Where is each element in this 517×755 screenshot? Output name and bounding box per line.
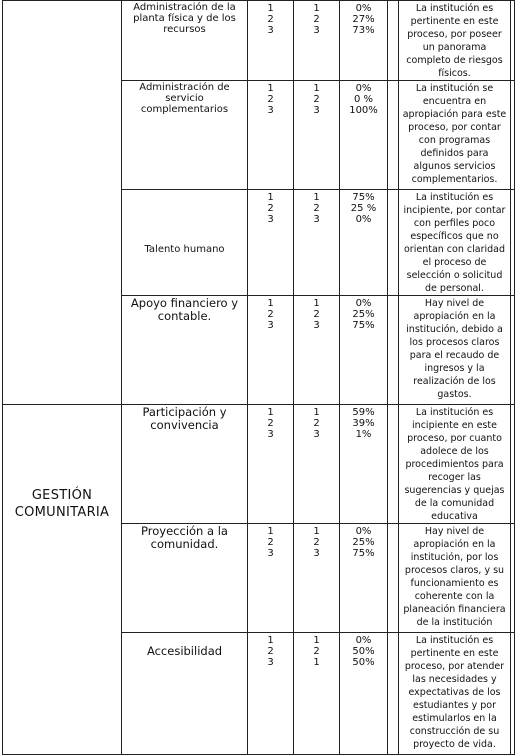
process-cell: Apoyo financiero y contable. [122, 296, 248, 405]
percent-cell: 0% 50% 50% [340, 633, 388, 755]
process-cell: Talento humano [122, 190, 248, 296]
edge-cell [511, 190, 515, 296]
percent-cell: 0% 25% 75% [340, 296, 388, 405]
area-cell-blank [3, 1, 122, 405]
process-cell: Proyección a la comunidad. [122, 524, 248, 633]
level-cell: 1 2 3 [294, 190, 340, 296]
scale-cell: 1 2 3 [248, 296, 294, 405]
edge-cell [511, 633, 515, 755]
observation-cell: La institución es pertinente en este proceso, por atender las necesidades y expectativas de los estudiantes y por estimularlos en la construcción de su proyecto de vida. [399, 633, 511, 755]
level-cell: 1 2 3 [294, 524, 340, 633]
area-cell [3, 405, 122, 755]
spacer-cell [388, 405, 399, 524]
scale-cell: 1 2 3 [248, 405, 294, 524]
spacer-cell [388, 81, 399, 190]
process-cell: Administración de servicio complementarios [122, 81, 248, 190]
level-cell: 1 2 1 [294, 633, 340, 755]
spacer-cell [388, 524, 399, 633]
scale-cell: 1 2 3 [248, 524, 294, 633]
observation-cell: La institución es pertinente en este proceso, por poseer un panorama completo de riesgos físicos. [399, 1, 511, 81]
edge-cell [511, 405, 515, 524]
process-cell: Participación y convivencia [122, 405, 248, 524]
area-label: GESTIÓN COMUNITARIA [14, 487, 110, 520]
level-cell: 1 2 3 [294, 81, 340, 190]
spacer-cell [388, 633, 399, 755]
process-cell: Accesibilidad [122, 633, 248, 755]
observation-cell: La institución se encuentra en apropiación para este proceso, por contar con programas definidos para algunos servicios complementarios. [399, 81, 511, 190]
percent-cell: 0% 27% 73% [340, 1, 388, 81]
evaluation-table [2, 0, 515, 755]
level-cell: 1 2 3 [294, 296, 340, 405]
observation-cell: La institución es incipiente en este proceso, por cuanto adolece de los procedimientos para recoger las sugerencias y quejas de la comunidad educativa [399, 405, 511, 524]
edge-cell [511, 81, 515, 190]
observation-cell: Hay nivel de apropiación en la institución, por los procesos claros, y su funcionamiento es coherente con la planeación financiera de la institución [399, 524, 511, 633]
scale-cell: 1 2 3 [248, 1, 294, 81]
scale-cell: 1 2 3 [248, 190, 294, 296]
spacer-cell [388, 1, 399, 81]
percent-cell: 0% 25% 75% [340, 524, 388, 633]
observation-cell: Hay nivel de apropiación en la institución, debido a los procesos claros para el recaudo de ingresos y la realización de los gastos. [399, 296, 511, 405]
table-row [3, 405, 515, 524]
spacer-cell [388, 190, 399, 296]
level-cell: 1 2 3 [294, 1, 340, 81]
percent-cell: 59% 39% 1% [340, 405, 388, 524]
edge-cell [511, 1, 515, 81]
scale-cell: 1 2 3 [248, 81, 294, 190]
level-cell: 1 2 3 [294, 405, 340, 524]
scale-cell: 1 2 3 [248, 633, 294, 755]
process-cell: Administración de la planta física y de los recursos [122, 1, 248, 81]
spacer-cell [388, 296, 399, 405]
edge-cell [511, 524, 515, 633]
table-row [3, 1, 515, 81]
observation-cell: La institución es incipiente, por contar con perfiles poco específicos que no orientan con claridad el proceso de selección o solicitud de personal. [399, 190, 511, 296]
percent-cell: 75% 25 % 0% [340, 190, 388, 296]
edge-cell [511, 296, 515, 405]
percent-cell: 0% 0 % 100% [340, 81, 388, 190]
